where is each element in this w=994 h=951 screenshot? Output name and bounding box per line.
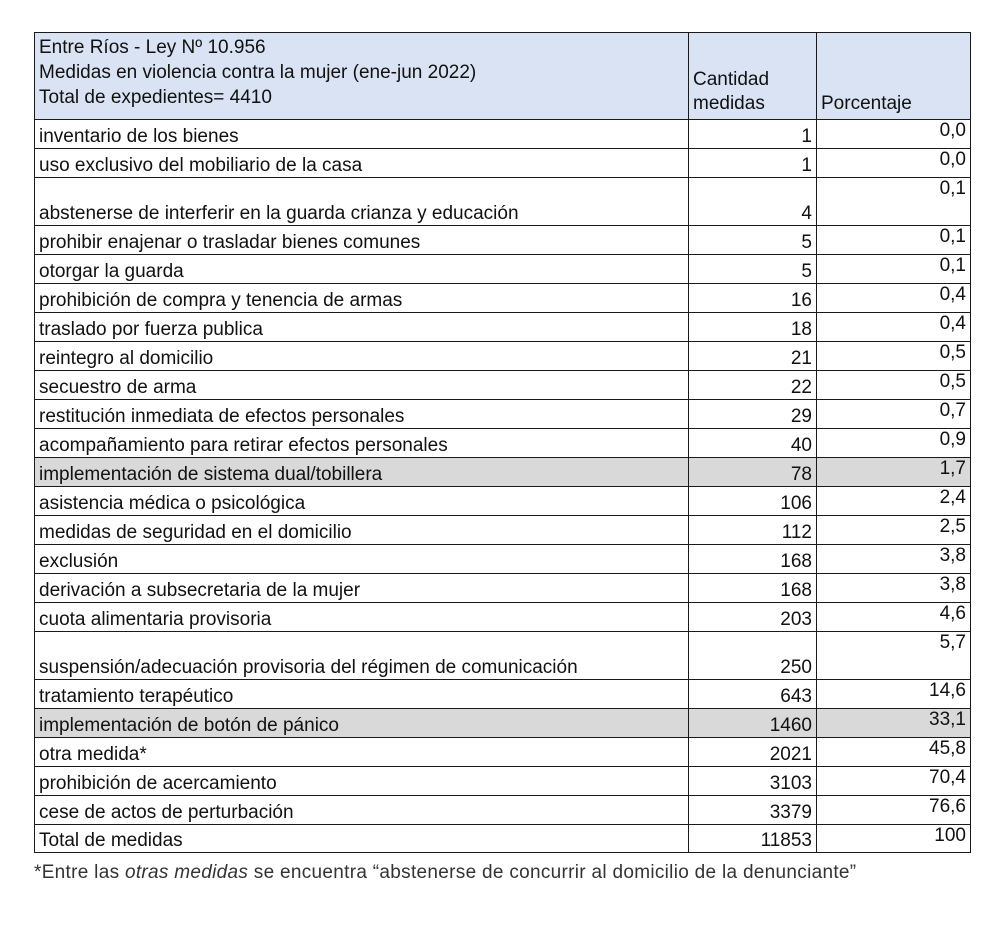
measure-count: 4 — [689, 178, 817, 226]
measure-label: otra medida* — [35, 738, 689, 767]
footnote-italic: otras medidas — [124, 862, 249, 883]
measure-count: 5 — [689, 255, 817, 284]
measure-count: 18 — [689, 313, 817, 342]
table-body — [35, 33, 971, 853]
table-row — [35, 767, 971, 796]
measure-count: 1460 — [689, 709, 817, 738]
measure-label: traslado por fuerza publica — [35, 313, 689, 342]
measure-percent: 0,9 — [817, 429, 971, 458]
measure-count: 11853 — [689, 825, 817, 853]
measure-percent: 0,0 — [817, 120, 971, 149]
table-row — [35, 313, 971, 342]
measure-percent: 3,8 — [817, 545, 971, 574]
measure-percent: 3,8 — [817, 574, 971, 603]
measure-label: suspensión/adecuación provisoria del régimen de comunicación — [35, 632, 689, 680]
measure-percent: 100 — [817, 825, 971, 853]
table-row — [35, 574, 971, 603]
measure-count: 168 — [689, 574, 817, 603]
measure-percent: 0,0 — [817, 149, 971, 178]
table-row — [35, 226, 971, 255]
measure-label: tratamiento terapéutico — [35, 680, 689, 709]
header-line-2: Medidas en violencia contra la mujer (ene-jun 2022) — [39, 62, 477, 83]
measure-percent: 0,5 — [817, 371, 971, 400]
header-percent-cell: Porcentaje — [817, 33, 971, 120]
measure-percent: 76,6 — [817, 796, 971, 825]
table-row — [35, 342, 971, 371]
measure-label: otorgar la guarda — [35, 255, 689, 284]
footnote — [34, 859, 970, 886]
measure-count: 16 — [689, 284, 817, 313]
measure-count: 22 — [689, 371, 817, 400]
measure-label: prohibir enajenar o trasladar bienes comunes — [35, 226, 689, 255]
table-row — [35, 149, 971, 178]
measure-percent: 2,5 — [817, 516, 971, 545]
header-line-1: Entre Ríos - Ley Nº 10.956 — [39, 37, 266, 58]
table-row — [35, 738, 971, 767]
measure-percent: 0,4 — [817, 284, 971, 313]
footnote-part-1: *Entre las — [34, 862, 125, 883]
measure-percent: 0,5 — [817, 342, 971, 371]
measure-percent: 2,4 — [817, 487, 971, 516]
measure-count: 250 — [689, 632, 817, 680]
table-row — [35, 545, 971, 574]
measure-count: 78 — [689, 458, 817, 487]
measure-label: exclusión — [35, 545, 689, 574]
measure-label: implementación de sistema dual/tobillera — [35, 458, 689, 487]
measure-count: 168 — [689, 545, 817, 574]
measure-label: prohibición de compra y tenencia de armas — [35, 284, 689, 313]
measure-count: 29 — [689, 400, 817, 429]
measure-percent: 70,4 — [817, 767, 971, 796]
table-row — [35, 429, 971, 458]
measure-label: implementación de botón de pánico — [35, 709, 689, 738]
table-row — [35, 255, 971, 284]
measure-count: 643 — [689, 680, 817, 709]
measure-count: 3103 — [689, 767, 817, 796]
measure-label: asistencia médica o psicológica — [35, 487, 689, 516]
measure-percent: 5,7 — [817, 632, 971, 680]
measure-label: uso exclusivo del mobiliario de la casa — [35, 149, 689, 178]
table-row — [35, 516, 971, 545]
header-line-3: Total de expedientes= 4410 — [39, 87, 272, 108]
measure-label: abstenerse de interferir en la guarda crianza y educación — [35, 178, 689, 226]
document-content — [34, 32, 970, 886]
table-row — [35, 284, 971, 313]
footnote-part-2: se encuentra “abstenerse de concurrir al domicilio de la denunciante” — [248, 862, 857, 883]
table-row — [35, 120, 971, 149]
header-title-cell — [35, 33, 689, 120]
measure-percent: 0,4 — [817, 313, 971, 342]
measure-count: 112 — [689, 516, 817, 545]
measure-label: Total de medidas — [35, 825, 689, 853]
measure-percent: 14,6 — [817, 680, 971, 709]
measure-percent: 45,8 — [817, 738, 971, 767]
measure-percent: 4,6 — [817, 603, 971, 632]
measure-percent: 0,1 — [817, 178, 971, 226]
measure-count: 106 — [689, 487, 817, 516]
measure-percent: 0,1 — [817, 226, 971, 255]
measure-count: 203 — [689, 603, 817, 632]
measure-percent: 0,7 — [817, 400, 971, 429]
table-row — [35, 603, 971, 632]
measure-count: 2021 — [689, 738, 817, 767]
table-row — [35, 487, 971, 516]
measure-count: 40 — [689, 429, 817, 458]
table-total-row — [35, 825, 971, 853]
measure-count: 1 — [689, 149, 817, 178]
measure-label: medidas de seguridad en el domicilio — [35, 516, 689, 545]
table-header-row — [35, 33, 971, 120]
table-row — [35, 680, 971, 709]
table-row — [35, 709, 971, 738]
measure-label: cuota alimentaria provisoria — [35, 603, 689, 632]
measure-label: cese de actos de perturbación — [35, 796, 689, 825]
measure-count: 3379 — [689, 796, 817, 825]
table-row — [35, 796, 971, 825]
measures-table — [34, 32, 971, 853]
measure-label: restitución inmediata de efectos personales — [35, 400, 689, 429]
header-count-cell — [689, 33, 817, 120]
table-row — [35, 632, 971, 680]
measure-label: secuestro de arma — [35, 371, 689, 400]
measure-count: 21 — [689, 342, 817, 371]
table-row — [35, 458, 971, 487]
measure-label: derivación a subsecretaria de la mujer — [35, 574, 689, 603]
measure-percent: 0,1 — [817, 255, 971, 284]
measure-count: 1 — [689, 120, 817, 149]
measure-label: prohibición de acercamiento — [35, 767, 689, 796]
header-count-line-2: medidas — [693, 93, 765, 114]
table-row — [35, 371, 971, 400]
measure-label: inventario de los bienes — [35, 120, 689, 149]
measure-label: reintegro al domicilio — [35, 342, 689, 371]
table-row — [35, 400, 971, 429]
table-row — [35, 178, 971, 226]
header-count-line-1: Cantidad — [693, 69, 770, 90]
measure-percent: 33,1 — [817, 709, 971, 738]
measure-percent: 1,7 — [817, 458, 971, 487]
measure-count: 5 — [689, 226, 817, 255]
measure-label: acompañamiento para retirar efectos personales — [35, 429, 689, 458]
